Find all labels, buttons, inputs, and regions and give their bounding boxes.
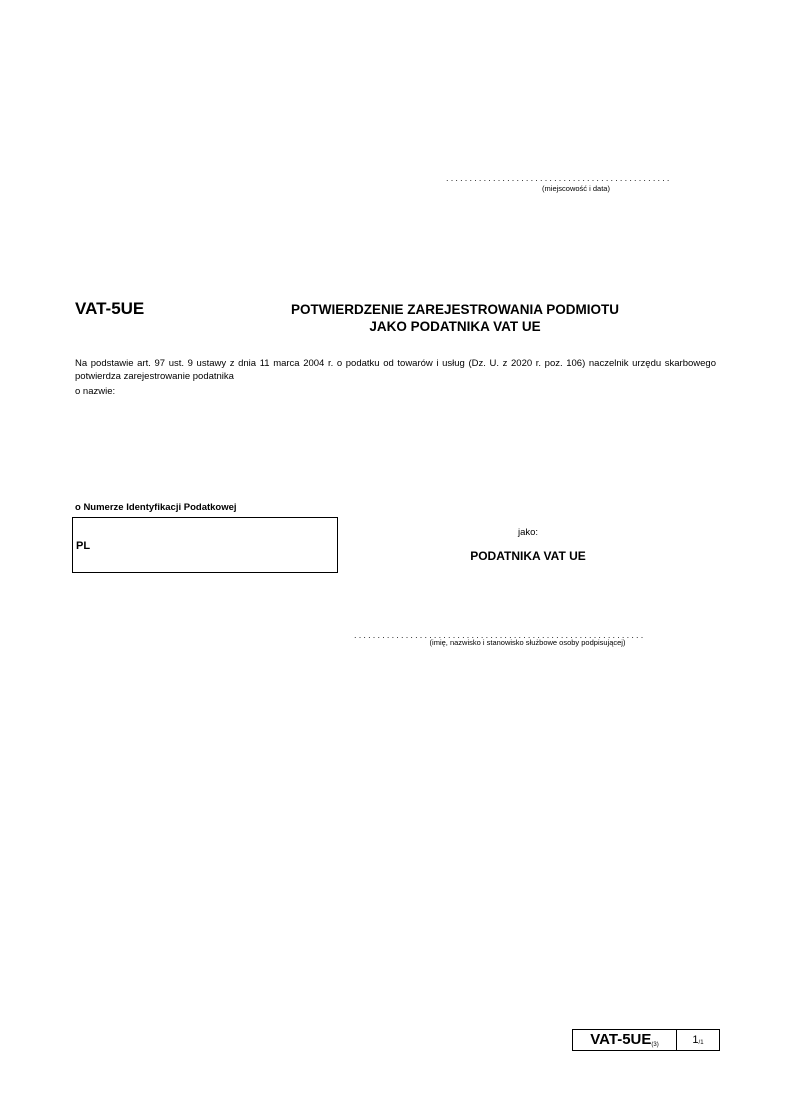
footer-form-box: [572, 1029, 720, 1051]
footer-page-total: /1: [698, 1040, 704, 1046]
nip-field[interactable]: [72, 517, 338, 573]
footer-form-version: (3): [651, 1042, 659, 1048]
legal-basis-text: Na podstawie art. 97 ust. 9 ustawy z dnia 11 marca 2004 r. o podatku od towarów i usług (Dz. U. z 2020 r. poz. 106) naczelnik urzędu skarbowego potwierdza zarejestrowanie podatnika: [75, 358, 716, 382]
signature-caption: (imię, nazwisko i stanowisko służbowe osoby podpisującej): [429, 638, 626, 647]
document-title-line-1: POTWIERDZENIE ZAREJESTROWANIA PODMIOTU: [290, 302, 619, 317]
document-title-line-2: JAKO PODATNIKA VAT UE: [369, 319, 541, 334]
registration-status: PODATNIKA VAT UE: [470, 549, 586, 563]
nip-country-prefix: PL: [76, 540, 91, 552]
footer-form-code-cell: [573, 1030, 677, 1050]
taxpayer-name-label: o nazwie:: [75, 386, 116, 397]
document-title: [240, 301, 670, 335]
form-code: VAT-5UE: [75, 299, 145, 318]
signature-dotted-line: ..............................................................: [354, 630, 646, 640]
place-date-caption: (miejscowość i data): [542, 184, 610, 193]
footer-page-number: 1: [692, 1034, 699, 1046]
registration-as-label: jako:: [517, 527, 539, 538]
footer-page-number-cell: [677, 1030, 719, 1050]
footer-form-code: VAT-5UE: [590, 1031, 652, 1048]
nip-label: o Numerze Identyfikacji Podatkowej: [75, 502, 237, 513]
place-date-dotted-line: ................................................: [446, 173, 672, 183]
